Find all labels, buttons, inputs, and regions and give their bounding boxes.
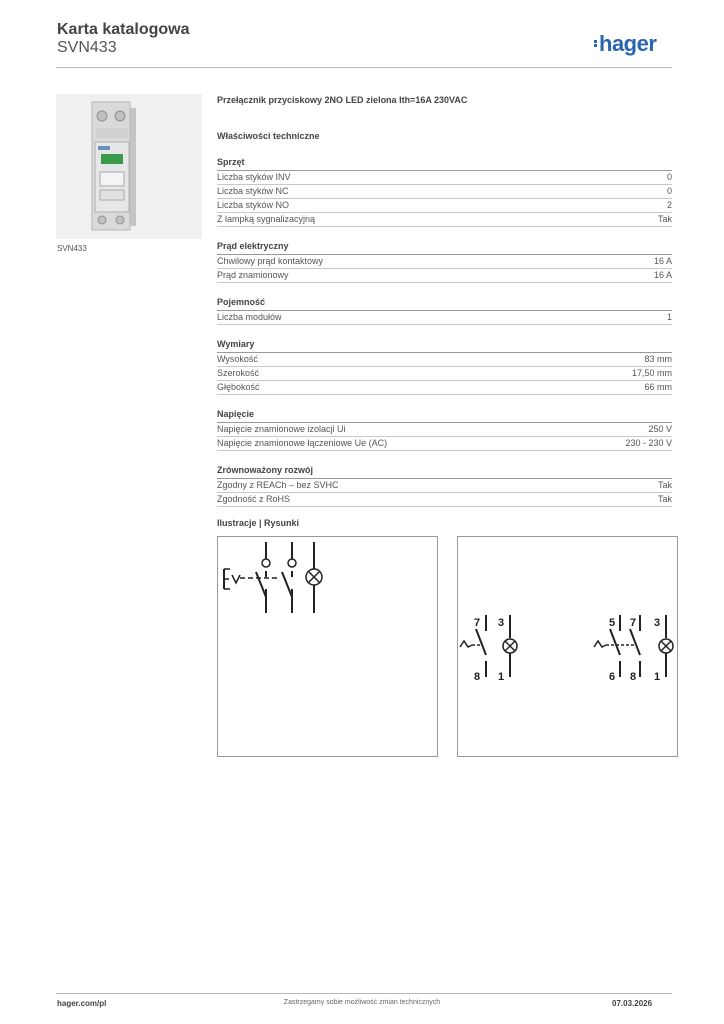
product-code: SVN433 [57,39,117,56]
table-row: Liczba modułów 1 [217,311,672,325]
table-row: Prąd znamionowy 16 A [217,269,672,283]
product-photo [56,94,202,239]
section-dimensions [217,339,672,395]
terminal-label: 7 [630,617,637,629]
terminal-label: 1 [654,671,661,683]
footer-date: 07.03.2026 [612,999,653,1008]
section-title: Wymiary [217,339,672,353]
footer-divider [56,993,672,994]
terminal-label: 6 [609,671,616,683]
terminal-label: 8 [474,671,481,683]
wiring-diagram [457,536,678,757]
illustrations-title: Ilustracje | Rysunki [217,518,300,528]
table-row: Szerokość 17,50 mm [217,367,672,381]
product-description: Przełącznik przyciskowy 2NO LED zielona Ith=16A 230VAC [217,95,468,105]
table-row: Wysokość 83 mm [217,353,672,367]
terminal-label: 8 [630,671,637,683]
section-title: Zrównoważony rozwój [217,465,672,479]
table-row: Napięcie znamionowe łączeniowe Ue (AC) 230 - 230 V [217,437,672,451]
table-row: Chwilowy prąd kontaktowy 16 A [217,255,672,269]
section-voltage [217,409,672,451]
terminal-label: 1 [498,671,505,683]
table-row: Liczba styków NC 0 [217,185,672,199]
section-title: Napięcie [217,409,672,423]
footer-website-link[interactable]: hager.com/pl [57,999,107,1008]
section-equipment [217,157,672,227]
wiring-left-group [460,615,517,677]
section-capacity [217,297,672,325]
terminal-label: 5 [609,617,616,629]
hager-logo: hager [594,31,656,57]
switch-symbol-diagram [217,536,438,757]
header-divider [56,67,672,68]
section-sustainability [217,465,672,507]
footer-disclaimer: Zastrzegamy sobie możliwość zmian technicznych [283,999,441,1006]
section-title: Sprzęt [217,157,672,171]
table-row: Głębokość 66 mm [217,381,672,395]
technical-heading: Właściwości techniczne [217,131,320,141]
section-title: Pojemność [217,297,672,311]
photo-caption: SVN433 [57,244,87,253]
terminal-label: 3 [498,617,505,629]
table-row: Liczba styków INV 0 [217,171,672,185]
table-row: Zgodny z REACh – bez SVHC Tak [217,479,672,493]
section-current [217,241,672,283]
table-row: Liczba styków NO 2 [217,199,672,213]
section-title: Prąd elektryczny [217,241,672,255]
table-row: Napięcie znamionowe izolacji Ui 250 V [217,423,672,437]
terminal-label: 3 [654,617,661,629]
table-row: Zgodność z RoHS Tak [217,493,672,507]
technical-content [217,95,672,507]
terminal-label: 7 [474,617,481,629]
table-row: Z lampką sygnalizacyjną Tak [217,213,672,227]
page-title: Karta katalogowa [57,21,190,38]
